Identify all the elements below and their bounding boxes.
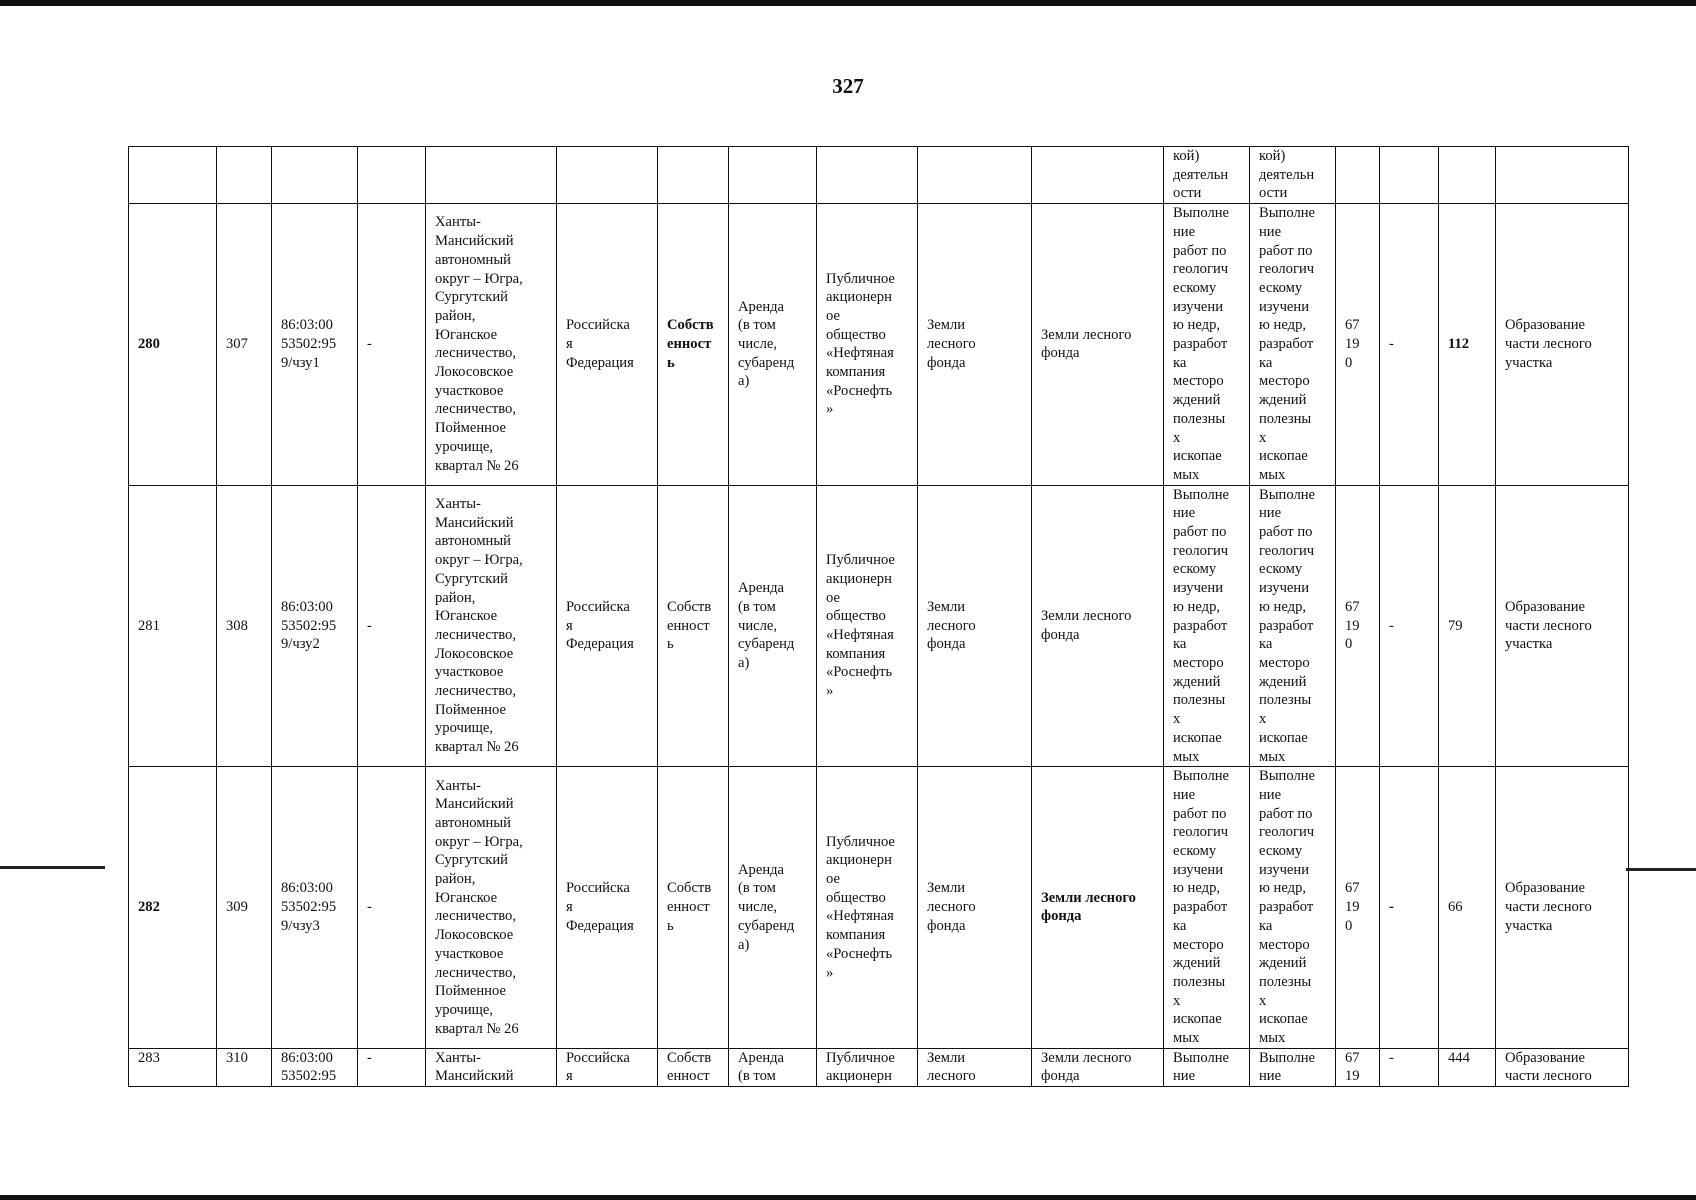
permitted-use-cell: Выполне ние работ по геологич ескому изучени ю недр, разработ ка месторо ждений полезны х ископае мых <box>1164 204 1250 486</box>
category-cell: Земли лесного фонда <box>918 485 1032 767</box>
permitted-use-cell: Выполне ние работ по геологич ескому изучени ю недр, разработ ка месторо ждений полезны х ископае мых <box>1164 485 1250 767</box>
land-parcels-table <box>128 146 1629 1087</box>
purpose-cell: Образование части лесного участка <box>1496 767 1629 1049</box>
page-number: 327 <box>832 74 864 98</box>
cell <box>129 147 217 204</box>
cell <box>358 147 426 204</box>
dash-cell: - <box>358 1048 426 1086</box>
right-type-cell: Собств енност ь <box>658 204 729 486</box>
cell <box>217 147 272 204</box>
holder-cell: Публичное акционерн ое общество «Нефтяная компания «Роснефть » <box>817 485 918 767</box>
actual-use-cell: Выполне ние работ по геологич ескому изучени ю недр, разработ ка месторо ждений полезны х ископае мых <box>1250 485 1336 767</box>
permitted-use-cell: Выполне ние <box>1164 1048 1250 1086</box>
holder-cell: Публичное акционерн ое общество «Нефтяная компания «Роснефть » <box>817 204 918 486</box>
permitted-use-cell: Выполне ние работ по геологич ескому изучени ю недр, разработ ка месторо ждений полезны х ископае мых <box>1164 767 1250 1049</box>
actual-use-cell: Выполне ние <box>1250 1048 1336 1086</box>
record-number: 310 <box>217 1048 272 1086</box>
scan-edge-mark-right <box>1626 868 1696 871</box>
area-cell: 444 <box>1439 1048 1496 1086</box>
dash-cell: - <box>1380 485 1439 767</box>
encumbrance-cell: Аренда (в том числе, субаренд а) <box>729 204 817 486</box>
actual-use-cell: Выполне ние работ по геологич ескому изучени ю недр, разработ ка месторо ждений полезны х ископае мых <box>1250 204 1336 486</box>
dash-cell: - <box>358 204 426 486</box>
code-cell: 67 19 0 <box>1336 767 1380 1049</box>
owner-cell: Российска я Федерация <box>557 204 658 486</box>
right-type-cell: Собств енност ь <box>658 767 729 1049</box>
code-cell: 67 19 <box>1336 1048 1380 1086</box>
category-cell: Земли лесного фонда <box>918 204 1032 486</box>
cadastral-number: 86:03:00 53502:95 9/чзу3 <box>272 767 358 1049</box>
activity-cell: кой) деятельн ости <box>1250 147 1336 204</box>
category-cell: Земли лесного фонда <box>918 767 1032 1049</box>
land-type-cell: Земли лесного фонда <box>1032 204 1164 486</box>
cell <box>1439 147 1496 204</box>
land-type-cell: Земли лесного фонда <box>1032 767 1164 1049</box>
cadastral-number: 86:03:00 53502:95 9/чзу2 <box>272 485 358 767</box>
purpose-cell: Образование части лесного участка <box>1496 485 1629 767</box>
location-cell: Ханты- Мансийский автономный округ – Югра, Сургутский район, Юганское лесничество, Локосовское участковое лесничество, Пойменное урочище, квартал № 26 <box>426 204 557 486</box>
right-type-cell: Собств енност ь <box>658 485 729 767</box>
continuation-row <box>129 147 1629 204</box>
location-cell: Ханты- Мансийский автономный округ – Югра, Сургутский район, Юганское лесничество, Локосовское участковое лесничество, Пойменное урочище, квартал № 26 <box>426 485 557 767</box>
location-cell: Ханты- Мансийский автономный округ – Югра, Сургутский район, Юганское лесничество, Локосовское участковое лесничество, Пойменное урочище, квартал № 26 <box>426 767 557 1049</box>
cell <box>1496 147 1629 204</box>
dash-cell: - <box>1380 1048 1439 1086</box>
encumbrance-cell: Аренда (в том числе, субаренд а) <box>729 485 817 767</box>
table-row <box>129 767 1629 1049</box>
dash-cell: - <box>358 485 426 767</box>
dash-cell: - <box>1380 767 1439 1049</box>
owner-cell: Российска я Федерация <box>557 767 658 1049</box>
right-type-cell: Собств енност <box>658 1048 729 1086</box>
cell <box>817 147 918 204</box>
area-cell: 112 <box>1439 204 1496 486</box>
area-cell: 79 <box>1439 485 1496 767</box>
dash-cell: - <box>1380 204 1439 486</box>
cell <box>658 147 729 204</box>
table-row <box>129 204 1629 486</box>
land-type-cell: Земли лесного фонда <box>1032 485 1164 767</box>
encumbrance-cell: Аренда (в том <box>729 1048 817 1086</box>
cell <box>729 147 817 204</box>
code-cell: 67 19 0 <box>1336 204 1380 486</box>
actual-use-cell: Выполне ние работ по геологич ескому изучени ю недр, разработ ка месторо ждений полезны х ископае мых <box>1250 767 1336 1049</box>
cadastral-number: 86:03:00 53502:95 <box>272 1048 358 1086</box>
dash-cell: - <box>358 767 426 1049</box>
code-cell: 67 19 0 <box>1336 485 1380 767</box>
category-cell: Земли лесного <box>918 1048 1032 1086</box>
cell <box>1032 147 1164 204</box>
top-scan-border <box>0 0 1696 6</box>
scan-edge-mark-left <box>0 866 105 869</box>
row-number: 282 <box>129 767 217 1049</box>
location-cell: Ханты- Мансийский <box>426 1048 557 1086</box>
holder-cell: Публичное акционерн ое общество «Нефтяная компания «Роснефть » <box>817 767 918 1049</box>
encumbrance-cell: Аренда (в том числе, субаренд а) <box>729 767 817 1049</box>
row-number: 281 <box>129 485 217 767</box>
row-number: 283 <box>129 1048 217 1086</box>
bottom-scan-border <box>0 1195 1696 1200</box>
cell <box>1336 147 1380 204</box>
table-row <box>129 485 1629 767</box>
cell <box>557 147 658 204</box>
cell <box>272 147 358 204</box>
record-number: 309 <box>217 767 272 1049</box>
record-number: 307 <box>217 204 272 486</box>
owner-cell: Российска я <box>557 1048 658 1086</box>
purpose-cell: Образование части лесного участка <box>1496 204 1629 486</box>
cadastral-number: 86:03:00 53502:95 9/чзу1 <box>272 204 358 486</box>
row-number: 280 <box>129 204 217 486</box>
holder-cell: Публичное акционерн <box>817 1048 918 1086</box>
record-number: 308 <box>217 485 272 767</box>
cell <box>426 147 557 204</box>
cell <box>918 147 1032 204</box>
area-cell: 66 <box>1439 767 1496 1049</box>
owner-cell: Российска я Федерация <box>557 485 658 767</box>
land-type-cell: Земли лесного фонда <box>1032 1048 1164 1086</box>
activity-cell: кой) деятельн ости <box>1164 147 1250 204</box>
purpose-cell: Образование части лесного <box>1496 1048 1629 1086</box>
cell <box>1380 147 1439 204</box>
table-row <box>129 1048 1629 1086</box>
